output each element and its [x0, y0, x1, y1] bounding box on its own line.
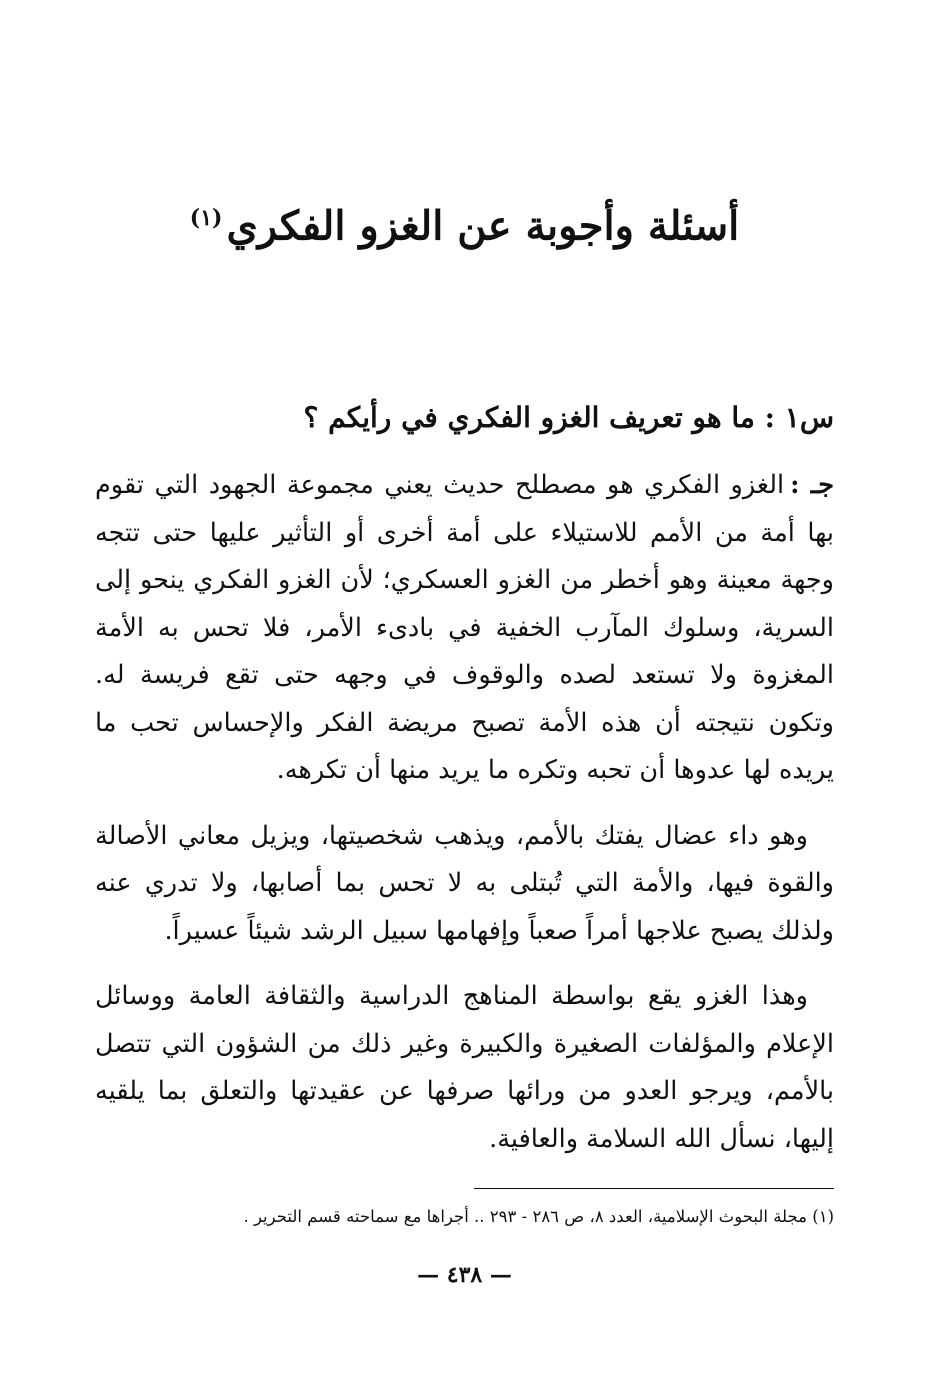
question-heading: س١ : ما هو تعريف الغزو الفكري في رأيكم ؟ [303, 401, 834, 434]
answer-lead: جـ : [790, 470, 835, 500]
title-text: أسئلة وأجوبة عن الغزو الفكري [226, 202, 740, 250]
footnote: (١) مجلة البحوث الإسلامية، العدد ٨، ص ٢٨٦ - ٢٩٣ .. أجراها مع سماحته قسم التحرير . [243, 1207, 834, 1226]
title-footnote-ref: (١) [189, 205, 223, 231]
page-title [100, 188, 829, 256]
answer-paragraph-2: وهو داء عضال يفتك بالأمم، ويذهب شخصيتها، ويزيل معاني الأصالة والقوة فيها، والأمة التي تُبتلى به لا تحس بما أصابها، ولا تدري عنه ولذلك يصبح علاجها أمراً صعباً وإفهامها سبيل الرشد شيئاً عسيراً. [95, 820, 834, 946]
answer-body [95, 462, 834, 1181]
answer-paragraph-1-text: الغزو الفكري هو مصطلح حديث يعني مجموعة الجهود التي تقوم بها أمة من الأمم للاستيلاء على أمة أخرى أو التأثير عليها حتى تتجه وجهة معينة وهو أخطر من الغزو العسكري؛ لأن الغزو الفكري ينحو إلى السرية، وسلوك المآرب الخفية في بادىء الأمر، فلا تحس به الأمة المغزوة ولا تستعد لصده والوقوف في وجهه حتى تقع فريسة له. وتكون نتيجته أن هذه الأمة تصبح مريضة الفكر والإحساس تحب ما يريده لها عدوها أن تحبه وتكره ما يريد منها أن تكرهه. [95, 470, 834, 785]
page-number: — ٤٣٨ — [417, 1262, 512, 1288]
answer-paragraph-3: وهذا الغزو يقع بواسطة المناهج الدراسية والثقافة العامة ووسائل الإعلام والمؤلفات الصغيرة والكبيرة وغير ذلك من الشؤون التي تتصل بالأمم، ويرجو العدو من ورائها صرفها عن عقيدتها والتعلق بما يلقيه إليها، نسأل الله السلامة والعافية. [95, 981, 834, 1154]
answer-paragraph-1 [95, 462, 834, 795]
footnote-divider [474, 1188, 834, 1189]
